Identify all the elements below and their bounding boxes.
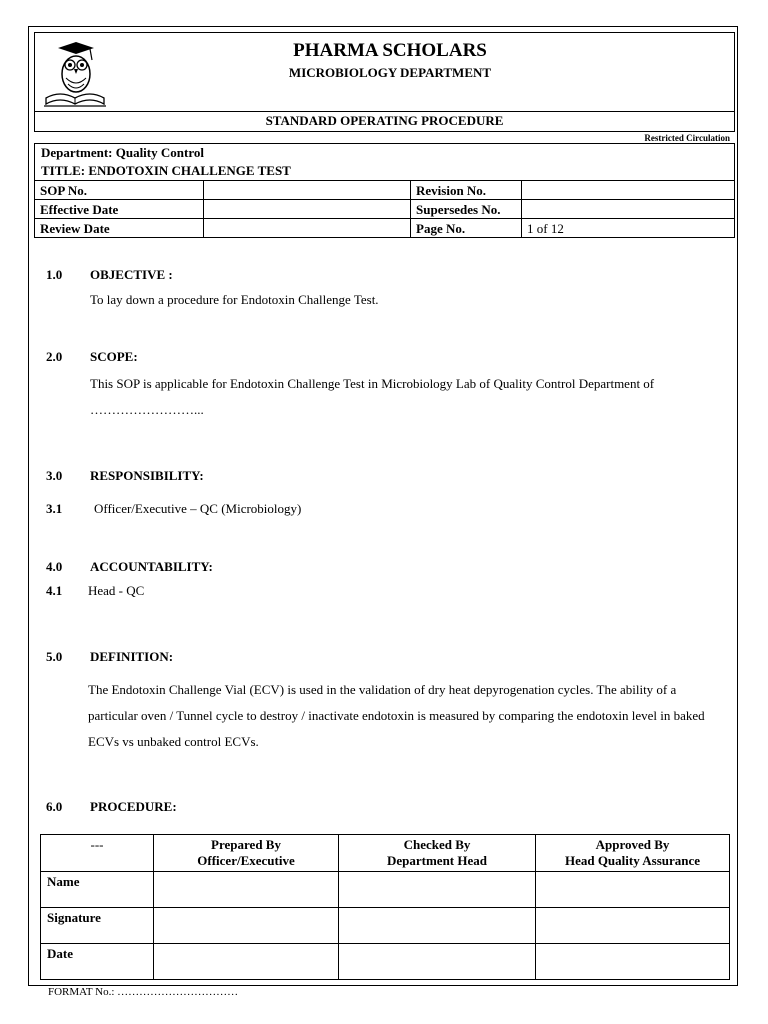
org-name: PHARMA SCHOLARS (293, 40, 487, 61)
title-line: TITLE: ENDOTOXIN CHALLENGE TEST (41, 163, 291, 178)
section-4-title: ACCOUNTABILITY: (90, 559, 213, 574)
owl-logo-icon (40, 38, 110, 110)
prepared-role: Officer/Executive (197, 853, 295, 868)
section-1-number: 1.0 (46, 267, 63, 282)
section-3-title: RESPONSIBILITY: (90, 468, 204, 483)
section-5-text: The Endotoxin Challenge Vial (ECV) is used in the validation of dry heat depyrogenation cycles. The ability of a particular oven / Tunnel cycle to destroy / inactivate endotoxin is measured by comparing the endotoxin level in baked ECVs vs unbaked control ECVs. (88, 682, 705, 749)
effective-value (204, 200, 411, 219)
approved-date-cell[interactable] (536, 944, 730, 980)
section-2-text: This SOP is applicable for Endotoxin Challenge Test in Microbiology Lab of Quality Control Department of ……………………... (90, 376, 655, 417)
section-4-1-text: Head - QC (88, 583, 145, 598)
effective-label: Effective Date (35, 200, 204, 219)
revision-value (522, 181, 735, 200)
sop-no-label: SOP No. (35, 181, 204, 200)
checked-name-cell[interactable] (339, 872, 536, 908)
section-2-number: 2.0 (46, 349, 63, 364)
section-2-title: SCOPE: (90, 349, 138, 364)
row-date-label: Date (41, 944, 154, 980)
department-name: MICROBIOLOGY DEPARTMENT (288, 65, 492, 80)
section-6-number: 6.0 (46, 799, 63, 814)
checked-header (339, 835, 536, 872)
section-6-title: PROCEDURE: (90, 799, 177, 814)
meta-table (35, 180, 734, 237)
review-value (204, 219, 411, 238)
prepared-header (154, 835, 339, 872)
checked-date-cell[interactable] (339, 944, 536, 980)
approved-name-cell[interactable] (536, 872, 730, 908)
doc-type: STANDARD OPERATING PROCEDURE (34, 112, 735, 132)
signoff-corner: --- (41, 835, 154, 872)
supersedes-value (522, 200, 735, 219)
section-3-1-text: Officer/Executive – QC (Microbiology) (94, 501, 302, 516)
checked-role: Department Head (386, 853, 487, 868)
supersedes-label: Supersedes No. (411, 200, 522, 219)
checked-title: Checked By (403, 837, 471, 852)
signoff-table (40, 834, 730, 980)
approved-header (536, 835, 730, 872)
row-name-label: Name (41, 872, 154, 908)
approved-signature-cell[interactable] (536, 908, 730, 944)
prepared-title: Prepared By (211, 837, 281, 852)
section-5-title: DEFINITION: (90, 649, 174, 664)
restricted-label: Restricted Circulation (644, 133, 730, 143)
section-3-number: 3.0 (46, 468, 63, 483)
section-1-title: OBJECTIVE : (90, 267, 173, 282)
department-line: Department: Quality Control (41, 145, 204, 160)
prepared-signature-cell[interactable] (154, 908, 339, 944)
review-label: Review Date (35, 219, 204, 238)
sop-no-value (204, 181, 411, 200)
prepared-name-cell[interactable] (154, 872, 339, 908)
format-number: FORMAT No.: …………………………… (48, 986, 239, 998)
section-4-number: 4.0 (46, 559, 63, 574)
page-label: Page No. (411, 219, 522, 238)
page-value: 1 of 12 (522, 219, 735, 238)
approved-title: Approved By (595, 837, 670, 852)
info-box (34, 143, 735, 238)
prepared-date-cell[interactable] (154, 944, 339, 980)
section-1-text: To lay down a procedure for Endotoxin Challenge Test. (90, 292, 379, 307)
section-3-1-number: 3.1 (46, 501, 63, 516)
section-4-1-number: 4.1 (46, 583, 63, 598)
row-signature-label: Signature (41, 908, 154, 944)
checked-signature-cell[interactable] (339, 908, 536, 944)
section-5-number: 5.0 (46, 649, 63, 664)
revision-label: Revision No. (411, 181, 522, 200)
approved-role: Head Quality Assurance (564, 853, 701, 868)
